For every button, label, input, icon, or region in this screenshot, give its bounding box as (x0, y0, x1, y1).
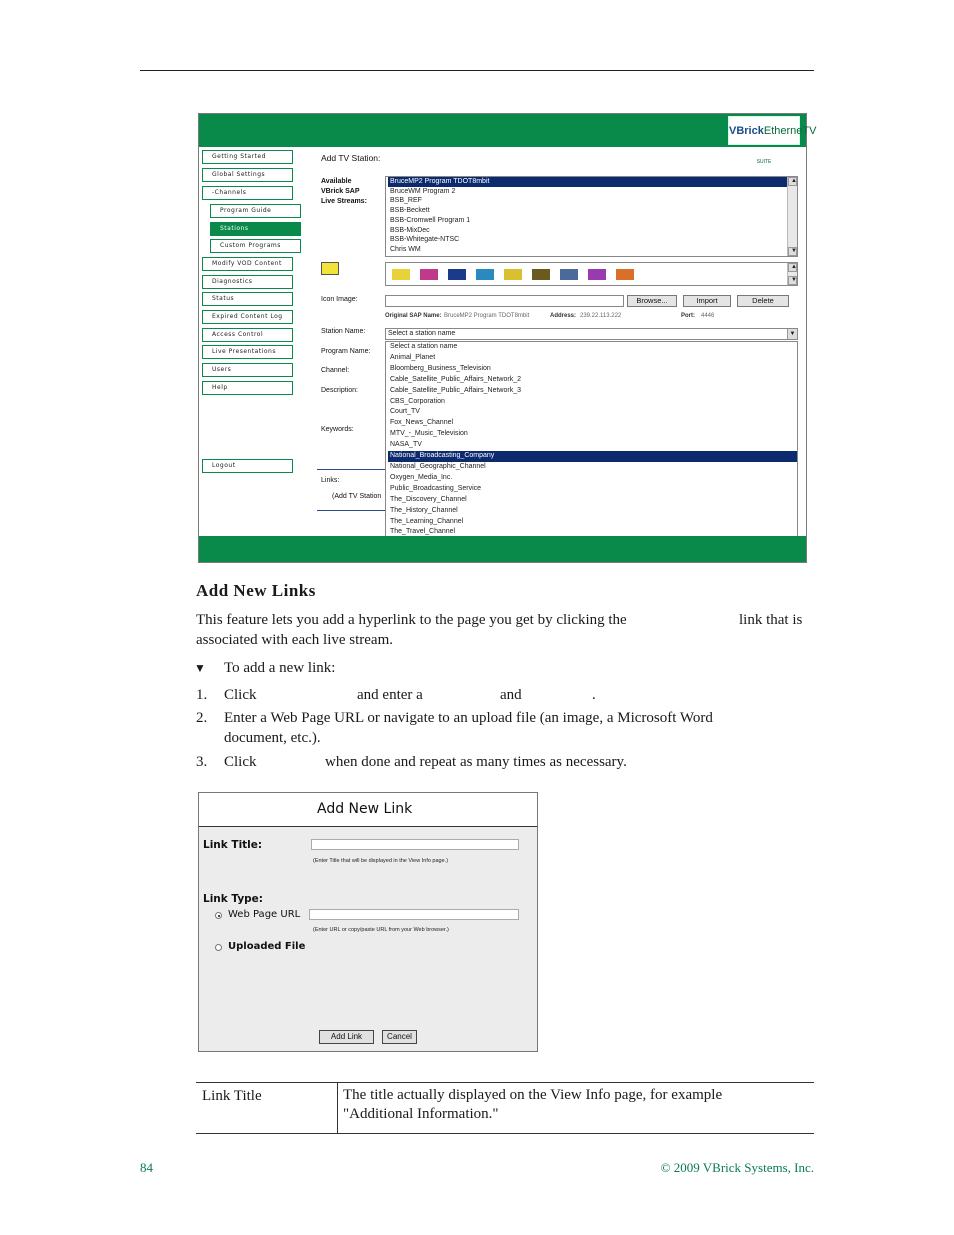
nav-item-access-control[interactable]: Access Control (202, 328, 293, 342)
logout-button[interactable]: Logout (202, 459, 293, 473)
step1-number: 1. (196, 687, 208, 703)
step1-text-d: . (592, 687, 596, 703)
import-button[interactable]: Import (683, 295, 731, 307)
icon-image-label: Icon Image: (321, 296, 358, 303)
logo-product: EtherneTV (763, 125, 817, 137)
station-option[interactable]: MTV_-_Music_Television (390, 430, 468, 438)
icon-option-8[interactable] (588, 269, 606, 280)
table-definition (343, 1086, 808, 1124)
step3-text-a: Click (224, 754, 257, 770)
station-dropdown-list[interactable] (385, 341, 798, 561)
nav-item-live-presentations[interactable]: Live Presentations (202, 345, 293, 359)
step3-number: 3. (196, 754, 208, 770)
original-sap-value: BruceMP2 Program TDOT8mbit (444, 313, 530, 319)
nav-item-getting-started[interactable]: Getting Started (202, 150, 293, 164)
browse-button[interactable]: Browse... (627, 295, 677, 307)
streams-scrollbar[interactable] (787, 177, 797, 256)
nav-item-diagnostics[interactable]: Diagnostics (202, 275, 293, 289)
station-option[interactable]: Public_Broadcasting_Service (390, 484, 482, 492)
step1-text-a: Click (224, 687, 257, 703)
station-option[interactable]: Bloomberg_Business_Television (390, 364, 491, 372)
stream-item[interactable]: BruceMP2 Program TDOT8mbit (388, 177, 797, 187)
dropdown-arrow-icon[interactable]: ▼ (787, 329, 797, 339)
icon-picker[interactable] (385, 262, 798, 286)
link-title-label: Link Title: (203, 839, 263, 851)
nav-item-status[interactable]: Status (202, 292, 293, 306)
nav-item-channels[interactable]: -Channels (202, 186, 293, 200)
add-tv-station-link[interactable]: (Add TV Station (332, 493, 382, 500)
step3-text-b: when done and repeat as many times as necessary. (325, 754, 627, 770)
stream-item[interactable]: BSB-MixDec (390, 226, 430, 234)
icon-scrollbar[interactable] (787, 263, 797, 285)
station-option[interactable]: National_Broadcasting_Company (388, 451, 797, 462)
station-option[interactable]: The_History_Channel (390, 506, 458, 514)
uploaded-file-radio[interactable] (215, 944, 222, 951)
icon-scroll-up-icon[interactable]: ▲ (788, 263, 797, 272)
icon-scroll-down-icon[interactable]: ▼ (788, 276, 797, 285)
station-option[interactable]: Cable_Satellite_Public_Affairs_Network_2 (390, 375, 522, 383)
icon-option-6[interactable] (532, 269, 550, 280)
channel-label: Channel: (321, 367, 350, 374)
web-page-url-label: Web Page URL (228, 909, 301, 920)
station-name-select[interactable] (385, 328, 798, 340)
page-number: 84 (140, 1160, 153, 1175)
address-label: Address: (550, 313, 577, 319)
available-label-2: VBrick SAP (321, 188, 360, 195)
stream-item[interactable]: BSB_REF (390, 197, 422, 205)
stream-item[interactable]: BruceWM Program 2 (390, 187, 456, 195)
icon-image-input[interactable] (385, 295, 624, 307)
nav-item-modify-vod-content[interactable]: Modify VOD Content (202, 257, 293, 271)
add-tv-station-screenshot (198, 113, 817, 563)
dialog-header (199, 793, 537, 827)
intro-text-a: This feature lets you add a hyperlink to the page you get by clicking the (196, 612, 627, 628)
port-label: Port: (681, 313, 695, 319)
station-option[interactable]: Oxygen_Media_Inc. (390, 473, 453, 481)
uploaded-file-label: Uploaded File (228, 941, 306, 952)
step2-line1: Enter a Web Page URL or navigate to an upload file (an image, a Microsoft Word (224, 710, 713, 726)
scroll-up-icon[interactable]: ▲ (788, 177, 797, 186)
links-divider-bottom (317, 510, 385, 511)
station-option[interactable]: The_Discovery_Channel (390, 495, 467, 503)
step1-text-b: and enter a (357, 687, 423, 703)
step2-line2: document, etc.). (224, 730, 321, 746)
delete-button[interactable]: Delete (737, 295, 789, 307)
icon-option-1[interactable] (392, 269, 410, 280)
available-label-3: Live Streams: (321, 198, 367, 205)
icon-option-4[interactable] (476, 269, 494, 280)
station-select-value: Select a station name (388, 330, 456, 337)
logo-brand: VBrick (729, 125, 764, 137)
icon-option-3[interactable] (448, 269, 466, 280)
nav-item-expired-content-log[interactable]: Expired Content Log (202, 310, 293, 324)
scroll-down-icon[interactable]: ▼ (788, 247, 797, 256)
task-triangle-icon: ▼ (194, 661, 206, 675)
intro-text-line2: associated with each live stream. (196, 632, 394, 648)
web-page-url-radio[interactable] (215, 912, 222, 919)
table-def-line2: "Additional Information." (343, 1106, 499, 1122)
station-option[interactable]: Cable_Satellite_Public_Affairs_Network_3 (390, 386, 522, 394)
station-option[interactable]: The_Learning_Channel (390, 517, 464, 525)
description-label: Description: (321, 387, 358, 394)
station-option[interactable]: The_Travel_Channel (390, 528, 456, 536)
address-value: 239.22.113.222 (580, 313, 622, 319)
station-option[interactable]: Select a station name (390, 343, 458, 350)
station-option[interactable]: National_Geographic_Channel (390, 462, 486, 470)
header-rule (140, 70, 814, 71)
cancel-button[interactable]: Cancel (382, 1030, 417, 1044)
links-label: Links: (321, 477, 340, 484)
original-sap-label: Original SAP Name: (385, 313, 442, 319)
stream-item[interactable]: BSB-Cromwell Program 1 (390, 216, 471, 224)
link-title-hint: (Enter Title that will be displayed in the View Info page.) (313, 858, 449, 864)
station-option[interactable]: NASA_TV (390, 441, 422, 449)
station-option[interactable]: CBS_Corporation (390, 397, 445, 405)
nav-item-help[interactable]: Help (202, 381, 293, 395)
nav-item-program-guide[interactable]: Program Guide (210, 204, 301, 218)
form-title: Add TV Station: (321, 153, 381, 163)
stream-item[interactable]: BSB-Beckett (390, 207, 430, 215)
url-input[interactable] (309, 909, 519, 920)
keywords-label: Keywords: (321, 426, 354, 433)
dialog-title: Add New Link (317, 801, 413, 817)
streams-listbox[interactable] (385, 176, 798, 257)
task-bullet: To add a new link: (224, 660, 336, 676)
link-type-label: Link Type: (203, 893, 264, 905)
program-name-label: Program Name: (321, 348, 371, 355)
icon-option-2[interactable] (420, 269, 438, 280)
table-def-line1: The title actually displayed on the View Info page, for example (343, 1087, 723, 1103)
bottom-banner (199, 536, 806, 562)
nav-item-custom-programs[interactable]: Custom Programs (210, 239, 301, 253)
links-divider-top (317, 469, 385, 470)
link-title-input[interactable] (311, 839, 519, 850)
selected-icon-preview (321, 262, 339, 275)
copyright: © 2009 VBrick Systems, Inc. (660, 1160, 814, 1175)
icon-option-9[interactable] (616, 269, 634, 280)
available-label-1: Available (321, 178, 352, 185)
port-value: 4446 (701, 313, 715, 319)
add-link-button[interactable]: Add Link (319, 1030, 374, 1044)
table-term: Link Title (202, 1088, 262, 1104)
step1-text-c: and (500, 687, 522, 703)
logo-suite: SUITE (756, 159, 772, 165)
stream-item[interactable]: Chris WM (390, 245, 421, 253)
nav-item-stations[interactable]: Stations (210, 222, 301, 236)
stream-item[interactable]: BSB-Whitegate-NTSC (390, 236, 460, 244)
step2-number: 2. (196, 710, 208, 726)
nav-item-users[interactable]: Users (202, 363, 293, 377)
station-option[interactable]: Fox_News_Channel (390, 419, 454, 427)
section-heading: Add New Links (196, 581, 316, 600)
definition-table (196, 1082, 814, 1134)
station-name-label: Station Name: (321, 328, 366, 335)
icon-option-7[interactable] (560, 269, 578, 280)
nav-item-global-settings[interactable]: Global Settings (202, 168, 293, 182)
vbrick-logo (728, 116, 817, 165)
table-divider (337, 1083, 338, 1133)
intro-text-b: link that is (739, 612, 803, 628)
icon-option-5[interactable] (504, 269, 522, 280)
add-new-link-screenshot (198, 792, 538, 1052)
url-hint: (Enter URL or copy/paste URL from your Web browser.) (313, 927, 449, 933)
station-option[interactable]: Court_TV (390, 408, 420, 416)
station-option[interactable]: Animal_Planet (390, 353, 436, 361)
